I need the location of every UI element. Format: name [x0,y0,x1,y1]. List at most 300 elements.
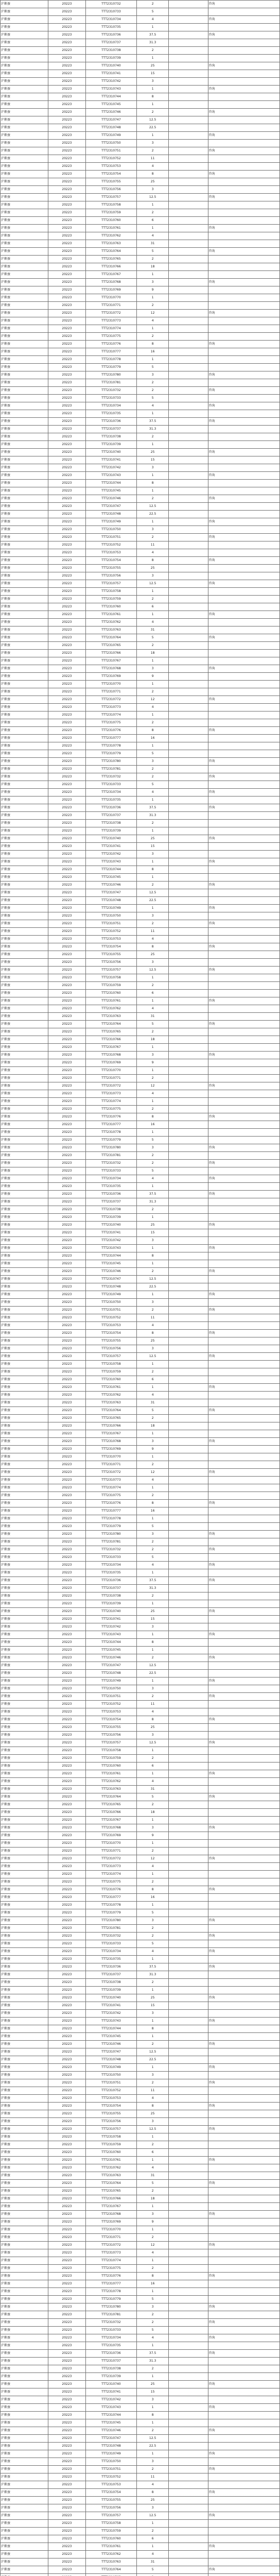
region-cell: 沪渐蚕 [1,619,48,626]
blank-cell [169,256,208,263]
code-cell: TTT2310736 [85,1191,137,1198]
region-cell: 沪渐蚕 [1,2048,48,2056]
period-cell: 20223 [48,735,85,742]
blank-cell [169,2412,208,2419]
code-cell: TTT2310756 [85,186,137,194]
blank-cell [169,1036,208,1044]
note-cell [208,1616,279,1623]
period-cell: 20223 [48,580,85,588]
period-cell: 20223 [48,1415,85,1422]
amount-cell: 5 [137,8,169,16]
amount-cell: 2 [137,1693,169,1701]
amount-cell: 1 [137,588,169,596]
amount-cell: 1 [137,2133,169,2141]
period-cell: 20223 [48,1283,85,1291]
blank-cell [169,2025,208,2033]
region-cell: 沪渐蚕 [1,1484,48,1492]
period-cell: 20223 [48,1562,85,1569]
table-row [1,1902,280,1909]
period-cell: 20223 [48,2203,85,2211]
period-cell: 20223 [48,116,85,124]
region-cell: 沪渐蚕 [1,2327,48,2334]
blank-cell [169,1569,208,1577]
amount-cell: 1 [137,1067,169,1075]
period-cell: 20223 [48,2404,85,2412]
table-row [1,1361,280,1368]
code-cell: TTT2310766 [85,2195,137,2203]
amount-cell: 6 [137,1762,169,1770]
amount-cell: 1 [137,858,169,866]
code-cell: TTT2310761 [85,1384,137,1392]
amount-cell: 18 [137,1809,169,1817]
note-cell [208,688,279,696]
blank-cell [169,1330,208,1337]
period-cell: 20223 [48,511,85,518]
amount-cell: 1 [137,101,169,109]
region-cell: 沪渐蚕 [1,2419,48,2427]
note-cell [208,78,279,86]
period-cell: 20223 [48,781,85,789]
region-cell: 沪渐蚕 [1,395,48,402]
note-cell: 咨询 [208,1886,279,1894]
period-cell: 20223 [48,163,85,171]
period-cell: 20223 [48,2543,85,2551]
code-cell: TTT2310735 [85,410,137,418]
period-cell: 20223 [48,889,85,897]
region-cell: 沪渐蚕 [1,2195,48,2203]
note-cell: 咨询 [208,132,279,140]
code-cell: TTT2310735 [85,1183,137,1191]
region-cell: 沪渐蚕 [1,1461,48,1469]
blank-cell [169,1639,208,1647]
region-cell: 沪渐蚕 [1,1739,48,1747]
region-cell: 沪渐蚕 [1,1446,48,1453]
period-cell: 20223 [48,1129,85,1137]
period-cell: 20223 [48,395,85,402]
table-row [1,1971,280,1979]
blank-cell [169,1925,208,1933]
note-cell: 咨询 [208,1407,279,1415]
period-cell: 20223 [48,2535,85,2543]
blank-cell [169,959,208,967]
amount-cell: 1 [137,997,169,1005]
region-cell: 沪渐蚕 [1,1415,48,1422]
note-cell [208,2218,279,2226]
blank-cell [169,518,208,526]
note-cell [208,209,279,217]
blank-cell [169,1059,208,1067]
period-cell: 20223 [48,789,85,796]
blank-cell [169,2520,208,2528]
table-row [1,2528,280,2535]
region-cell: 沪渐蚕 [1,967,48,974]
note-cell [208,116,279,124]
period-cell: 20223 [48,1052,85,1059]
period-cell: 20223 [48,279,85,286]
table-row [1,1546,280,1554]
period-cell: 20223 [48,1484,85,1492]
amount-cell: 8 [137,557,169,565]
period-cell: 20223 [48,1314,85,1322]
table-row [1,982,280,990]
blank-cell [169,711,208,719]
code-cell: TTT2310749 [85,905,137,912]
blank-cell [169,719,208,727]
region-cell: 沪渐蚕 [1,820,48,827]
blank-cell [169,93,208,101]
region-cell: 沪渐蚕 [1,665,48,673]
code-cell: TTT2310777 [85,1894,137,1902]
blank-cell [169,1554,208,1562]
amount-cell: 16 [137,1121,169,1129]
blank-cell [169,557,208,565]
period-cell: 20223 [48,1422,85,1430]
code-cell: TTT2310765 [85,1415,137,1422]
period-cell: 20223 [48,974,85,982]
period-cell: 20223 [48,2164,85,2172]
code-cell: TTT2310764 [85,2566,137,2574]
note-cell [208,642,279,650]
region-cell: 沪渐蚕 [1,2188,48,2195]
period-cell: 20223 [48,78,85,86]
blank-cell [169,240,208,248]
note-cell [208,1415,279,1422]
amount-cell: 1 [137,2404,169,2412]
period-cell: 20223 [48,2064,85,2072]
period-cell: 20223 [48,109,85,116]
blank-cell [169,1461,208,1469]
table-row [1,209,280,217]
amount-cell: 3 [137,2010,169,2018]
period-cell: 20223 [48,2110,85,2118]
note-cell: 咨询 [208,418,279,426]
amount-cell: 25 [137,1608,169,1616]
period-cell: 20223 [48,673,85,681]
amount-cell: 11 [137,155,169,163]
table-row [1,2381,280,2388]
region-cell: 沪渐蚕 [1,2056,48,2064]
table-row [1,1484,280,1492]
amount-cell: 25 [137,835,169,843]
table-row [1,1407,280,1415]
code-cell: TTT2310767 [85,1430,137,1438]
code-cell: TTT2310777 [85,1507,137,1515]
table-row [1,2512,280,2520]
table-row [1,2358,280,2365]
note-cell [208,851,279,858]
code-cell: TTT2310753 [85,549,137,557]
table-row [1,1152,280,1160]
note-cell [208,1639,279,1647]
region-cell: 沪渐蚕 [1,1260,48,1268]
table-row [1,2551,280,2558]
code-cell: TTT2310737 [85,426,137,433]
blank-cell [169,882,208,889]
amount-cell: 25 [137,2381,169,2388]
note-cell: 咨询 [208,557,279,565]
table-row [1,1585,280,1592]
code-cell: TTT2310778 [85,2288,137,2296]
code-cell: TTT2310740 [85,1222,137,1229]
blank-cell [169,217,208,225]
table-row [1,1979,280,1987]
code-cell: TTT2310742 [85,78,137,86]
amount-cell: 1 [137,225,169,232]
note-cell [208,619,279,626]
table-row [1,1515,280,1523]
code-cell: TTT2310767 [85,2203,137,2211]
amount-cell: 1 [137,1214,169,1222]
note-cell [208,2473,279,2481]
period-cell: 20223 [48,1090,85,1098]
table-row [1,1592,280,1600]
amount-cell: 2 [137,302,169,310]
blank-cell [169,1082,208,1090]
note-cell: 咨询 [208,2350,279,2358]
amount-cell: 16 [137,348,169,356]
code-cell: TTT2310755 [85,951,137,959]
blank-cell [169,1755,208,1762]
region-cell: 沪渐蚕 [1,31,48,39]
code-cell: TTT2310752 [85,541,137,549]
period-cell: 20223 [48,86,85,93]
region-cell: 沪渐蚕 [1,2064,48,2072]
code-cell: TTT2310740 [85,449,137,456]
region-cell: 沪渐蚕 [1,2373,48,2381]
table-row [1,2126,280,2133]
table-row [1,8,280,16]
note-cell [208,178,279,186]
blank-cell [169,920,208,928]
period-cell: 20223 [48,766,85,773]
code-cell: TTT2310765 [85,256,137,263]
code-cell: TTT2310738 [85,820,137,827]
note-cell [208,2280,279,2288]
note-cell [208,766,279,773]
note-cell [208,1368,279,1376]
amount-cell: 2 [137,642,169,650]
blank-cell [169,2481,208,2489]
note-cell [208,93,279,101]
table-row [1,495,280,503]
amount-cell: 12.5 [137,116,169,124]
period-cell: 20223 [48,2018,85,2025]
period-cell: 20223 [48,1848,85,1855]
region-cell: 沪渐蚕 [1,2566,48,2574]
period-cell: 20223 [48,1160,85,1167]
amount-cell: 3 [137,2072,169,2079]
code-cell: TTT2310761 [85,997,137,1005]
amount-cell: 1 [137,1871,169,1878]
table-row [1,1106,280,1113]
note-cell [208,2296,279,2303]
blank-cell [169,2164,208,2172]
note-cell [208,2141,279,2149]
blank-cell [169,356,208,364]
code-cell: TTT2310744 [85,2412,137,2419]
period-cell: 20223 [48,1137,85,1144]
table-row [1,1330,280,1337]
amount-cell: 25 [137,1222,169,1229]
table-row [1,1337,280,1345]
period-cell: 20223 [48,1206,85,1214]
blank-cell [169,78,208,86]
period-cell: 20223 [48,1793,85,1801]
region-cell: 沪渐蚕 [1,936,48,943]
code-cell: TTT2310774 [85,325,137,333]
amount-cell: 2 [137,2528,169,2535]
period-cell: 20223 [48,39,85,47]
amount-cell: 1 [137,410,169,418]
table-row [1,186,280,194]
code-cell: TTT2310743 [85,86,137,93]
period-cell: 20223 [48,1167,85,1175]
table-row [1,596,280,603]
blank-cell [169,279,208,286]
note-cell [208,2481,279,2489]
period-cell: 20223 [48,387,85,395]
blank-cell [169,758,208,766]
table-row [1,1616,280,1623]
period-cell: 20223 [48,758,85,766]
amount-cell: 5 [137,2566,169,2574]
table-row [1,286,280,294]
period-cell: 20223 [48,2551,85,2558]
blank-cell [169,1206,208,1214]
note-cell [208,1592,279,1600]
amount-cell: 1 [137,441,169,449]
blank-cell [169,2257,208,2265]
blank-cell [169,1005,208,1013]
region-cell: 沪渐蚕 [1,302,48,310]
blank-cell [169,796,208,804]
amount-cell: 4 [137,2551,169,2558]
blank-cell [169,371,208,379]
period-cell: 20223 [48,2520,85,2528]
table-row [1,2018,280,2025]
table-row [1,441,280,449]
blank-cell [169,410,208,418]
table-row [1,1701,280,1708]
note-cell [208,1059,279,1067]
region-cell: 沪渐蚕 [1,634,48,642]
blank-cell [169,1484,208,1492]
blank-cell [169,1963,208,1971]
note-cell [208,433,279,441]
amount-cell: 3 [137,78,169,86]
period-cell: 20223 [48,1291,85,1299]
note-cell [208,511,279,518]
amount-cell: 25 [137,62,169,70]
region-cell: 沪渐蚕 [1,735,48,742]
note-cell [208,2558,279,2566]
amount-cell: 2 [137,534,169,541]
region-cell: 沪渐蚕 [1,2157,48,2164]
region-cell: 沪渐蚕 [1,1121,48,1129]
region-cell: 沪渐蚕 [1,2334,48,2342]
blank-cell [169,1894,208,1902]
code-cell: TTT2310758 [85,974,137,982]
code-cell: TTT2310780 [85,371,137,379]
region-cell: 沪渐蚕 [1,1492,48,1500]
blank-cell [169,588,208,596]
region-cell: 沪渐蚕 [1,1871,48,1878]
blank-cell [169,673,208,681]
table-row [1,325,280,333]
amount-cell: 1 [137,681,169,688]
table-row [1,1291,280,1299]
note-cell [208,897,279,905]
code-cell: TTT2310739 [85,827,137,835]
region-cell: 沪渐蚕 [1,1291,48,1299]
note-cell: 咨询 [208,86,279,93]
blank-cell [169,580,208,588]
blank-cell [169,2056,208,2064]
amount-cell: 5 [137,634,169,642]
table-row [1,1028,280,1036]
code-cell: TTT2310758 [85,588,137,596]
note-cell: 咨询 [208,2211,279,2218]
blank-cell [169,858,208,866]
period-cell: 20223 [48,2188,85,2195]
region-cell: 沪渐蚕 [1,1361,48,1368]
region-cell: 沪渐蚕 [1,263,48,271]
amount-cell: 16 [137,1507,169,1515]
table-row [1,1044,280,1052]
note-cell [208,673,279,681]
region-cell: 沪渐蚕 [1,2535,48,2543]
amount-cell: 8 [137,1500,169,1507]
period-cell: 20223 [48,1979,85,1987]
blank-cell [169,2133,208,2141]
table-row [1,70,280,78]
table-row [1,1438,280,1446]
code-cell: TTT2310759 [85,1755,137,1762]
table-row [1,1477,280,1484]
region-cell: 沪渐蚕 [1,8,48,16]
region-cell: 沪渐蚕 [1,1878,48,1886]
note-cell: 咨询 [208,16,279,24]
blank-cell [169,2103,208,2110]
table-row [1,480,280,487]
table-row [1,2211,280,2218]
code-cell: TTT2310774 [85,2257,137,2265]
region-cell: 沪渐蚕 [1,86,48,93]
blank-cell [169,2188,208,2195]
amount-cell: 1 [137,518,169,526]
region-cell: 沪渐蚕 [1,1817,48,1824]
blank-cell [169,1538,208,1546]
amount-cell: 12 [137,696,169,704]
amount-cell: 2 [137,1028,169,1036]
period-cell: 20223 [48,588,85,596]
table-row [1,2149,280,2157]
table-row [1,967,280,974]
table-row [1,719,280,727]
amount-cell [137,2574,169,2576]
code-cell: TTT2310732 [85,2319,137,2327]
note-cell: 咨询 [208,1577,279,1585]
period-cell: 20223 [48,882,85,889]
note-cell [208,1801,279,1809]
period-cell: 20223 [48,1755,85,1762]
region-cell: 沪渐蚕 [1,858,48,866]
blank-cell [169,750,208,758]
note-cell [208,2149,279,2157]
blank-cell [169,1878,208,1886]
region-cell: 沪渐蚕 [1,1507,48,1515]
blank-cell [169,2110,208,2118]
